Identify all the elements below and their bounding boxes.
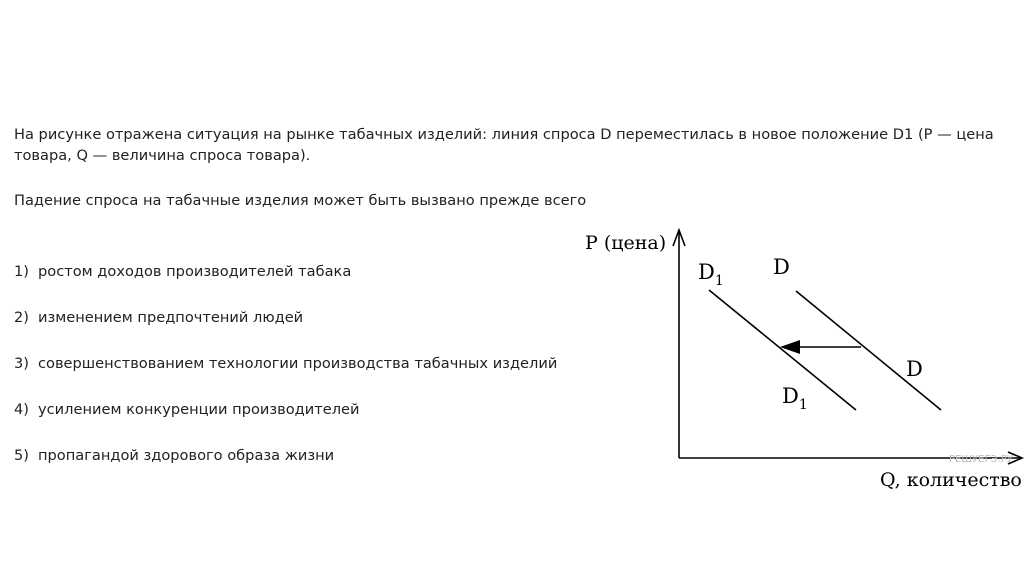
d1-label-subscript: 1	[714, 273, 724, 289]
d1-label-bottom	[782, 384, 808, 413]
demand-curve-d	[796, 291, 941, 410]
answer-text: усилением конкуренции производителей	[38, 401, 360, 418]
d1-label-letter: D	[698, 260, 715, 284]
d1-label-top	[698, 260, 724, 289]
answer-number: 5)	[14, 447, 29, 464]
d1-label-subscript: 1	[798, 397, 808, 413]
d-label-top: D	[773, 255, 790, 279]
answer-number: 3)	[14, 355, 29, 372]
x-axis-label: Q, количество	[880, 469, 1022, 491]
task-line-2: товара, Q — величина спроса товара).	[14, 147, 311, 164]
question-text: Падение спроса на табачные изделия может быть вызвано прежде всего	[14, 192, 587, 209]
shift-arrowhead	[780, 340, 800, 354]
answer-number: 1)	[14, 263, 29, 280]
answer-text: совершенствованием технологии производства табачных изделий	[38, 355, 558, 372]
answer-text: пропагандой здорового образа жизни	[38, 447, 335, 464]
answer-text: изменением предпочтений людей	[38, 309, 304, 326]
answer-number: 4)	[14, 401, 29, 418]
answer-number: 2)	[14, 309, 29, 326]
d1-label-letter: D	[782, 384, 799, 408]
answer-text: ростом доходов производителей табака	[38, 263, 352, 280]
d-label-bottom: D	[906, 357, 923, 381]
task-line-1: На рисунке отражена ситуация на рынке табачных изделий: линия спроса D переместилась в новое положение D1 (Р — цена	[14, 126, 994, 143]
watermark: РЕШУЕГЭ.РУ	[949, 454, 1013, 465]
y-axis-label: Р (цена)	[585, 232, 667, 254]
